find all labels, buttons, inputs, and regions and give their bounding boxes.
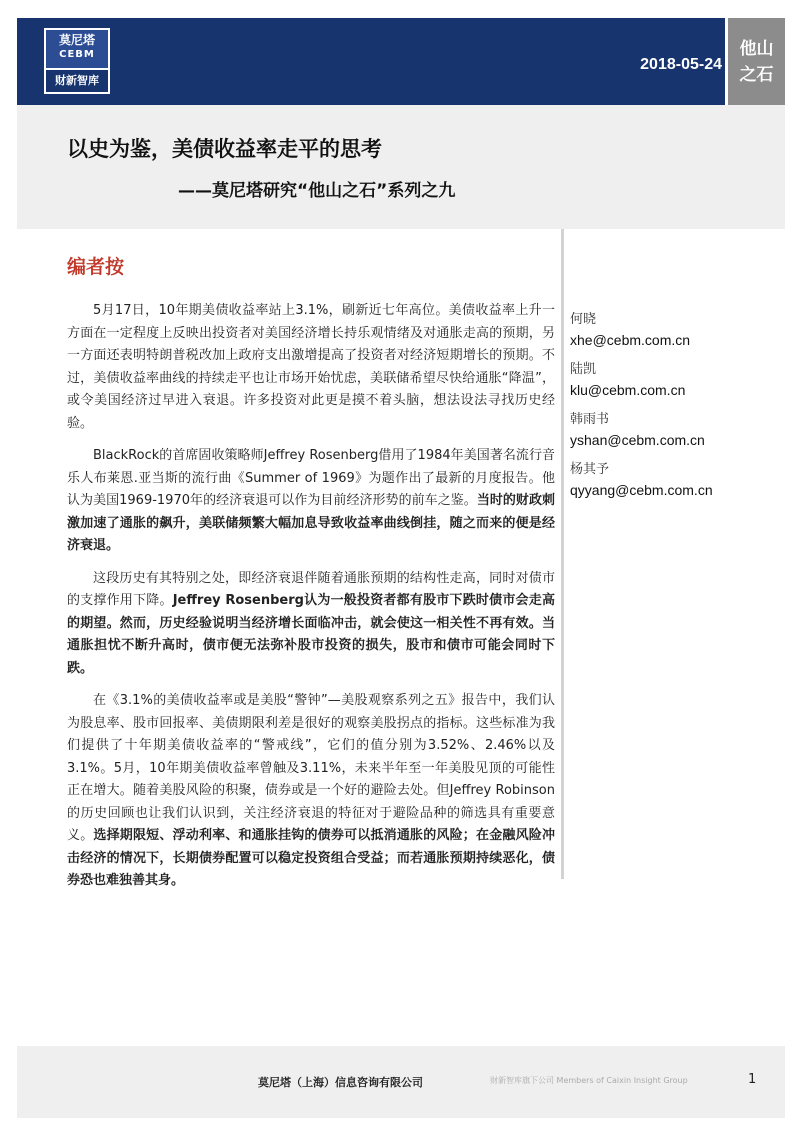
- author-email-link[interactable]: klu@cebm.com.cn: [570, 382, 686, 398]
- paragraph-2-bold: 当时的财政刺激加速了通胀的飙升，美联储频繁大幅加息导致收益率曲线倒挂，随之而来的便是经济衰退。: [67, 493, 555, 553]
- paragraph-2: [67, 445, 555, 558]
- main-body: [67, 300, 555, 903]
- logo-cn-text: 莫尼塔: [58, 33, 95, 47]
- author-entry: [570, 360, 790, 400]
- series-badge: [728, 18, 785, 105]
- author-entry: [570, 460, 790, 500]
- page-number: 1: [748, 1072, 757, 1087]
- report-subtitle: ——莫尼塔研究“他山之石”系列之九: [178, 181, 456, 201]
- title-band: [17, 105, 785, 229]
- paragraph-3-bold: Jeffrey Rosenberg认为一般投资者都有股市下跌时债市会走高的期望。然而，历史经验说明当经济增长面临冲击，就会使这一相关性不再有效。当通胀担忧不断升高时，债市便无法弥补股市投资的损失，股市和债市可能会同时下跌。: [67, 593, 555, 676]
- logo-en-text: CEBM: [59, 49, 95, 60]
- report-date: 2018-05-24: [640, 56, 722, 73]
- report-title: 以史为鉴，美债收益率走平的思考: [67, 137, 382, 161]
- column-divider: [561, 229, 564, 879]
- paragraph-1: [67, 300, 555, 435]
- author-name: 陆凯: [570, 362, 597, 377]
- paragraph-4-bold: 选择期限短、浮动利率、和通胀挂钩的债券可以抵消通胀的风险；在金融风险冲击经济的情况下，长期债券配置可以稳定投资组合受益；而若通胀预期持续恶化，债券恐也难独善其身。: [67, 828, 555, 888]
- author-entry: [570, 410, 790, 450]
- author-name: 何晓: [570, 312, 597, 327]
- author-entry: [570, 310, 790, 350]
- footer-company: 莫尼塔（上海）信息咨询有限公司: [258, 1076, 423, 1089]
- author-email-link[interactable]: yshan@cebm.com.cn: [570, 432, 705, 448]
- series-line-1: 他山: [739, 39, 774, 59]
- paragraph-2-text: BlackRock的首席固收策略师Jeffrey Rosenberg借用了1984年美国著名流行音乐人布莱恩.亚当斯的流行曲《Summer of 1969》为题作出了最新的月度报告。他认为美国1969-1970年的经济衰退可以作为目前经济形势的前车之鉴。: [67, 448, 555, 508]
- author-email-link[interactable]: qyyang@cebm.com.cn: [570, 482, 713, 498]
- paragraph-3: [67, 568, 555, 681]
- logo-sub-text: 财新智库: [46, 70, 108, 92]
- company-logo: [44, 28, 110, 94]
- section-title: 编者按: [67, 256, 125, 278]
- series-line-2: 之石: [739, 65, 774, 85]
- paragraph-4: [67, 690, 555, 893]
- author-name: 韩雨书: [570, 412, 610, 427]
- footer-member-note: 财新智库旗下公司 Members of Caixin Insight Group: [490, 1076, 688, 1085]
- paragraph-1-text: 5月17日，10年期美债收益率站上3.1%，刷新近七年高位。美债收益率上升一方面在一定程度上反映出投资者对美国经济增长持乐观情绪及对通胀走高的预期，另一方面还表明特朗普税改加上政府支出激增提高了投资者对经济短期增长的预期。不过，美债收益率曲线的持续走平也让市场开始忧虑，美联储希望尽快给通胀“降温”，或令美国经济过早进入衰退。许多投资对此更是摸不着头脑，想法设法寻找历史经验。: [67, 303, 555, 431]
- author-name: 杨其予: [570, 462, 610, 477]
- logo-top: [46, 30, 108, 68]
- paragraph-4-text: 在《3.1%的美债收益率或是美股“警钟”—美股观察系列之五》报告中，我们认为股息率、股市回报率、美债期限利差是很好的观察美股拐点的指标。这些标准为我们提供了十年期美债收益率的“警戒线”，它们的值分别为3.52%、2.46%以及3.1%。5月，10年期美债收益率曾触及3.11%，未来半年至一年美股见顶的可能性正在增大。随着美股风险的积聚，债券或是一个好的避险去处。但Jeffrey Robinson的历史回顾也让我们认识到，关注经济衰退的特征对于避险品种的筛选具有重要意义。: [67, 693, 555, 843]
- author-email-link[interactable]: xhe@cebm.com.cn: [570, 332, 691, 348]
- author-list: [570, 310, 790, 510]
- paragraph-3-text: 这段历史有其特别之处，即经济衰退伴随着通胀预期的结构性走高，同时对债市的支撑作用下降。: [67, 570, 555, 608]
